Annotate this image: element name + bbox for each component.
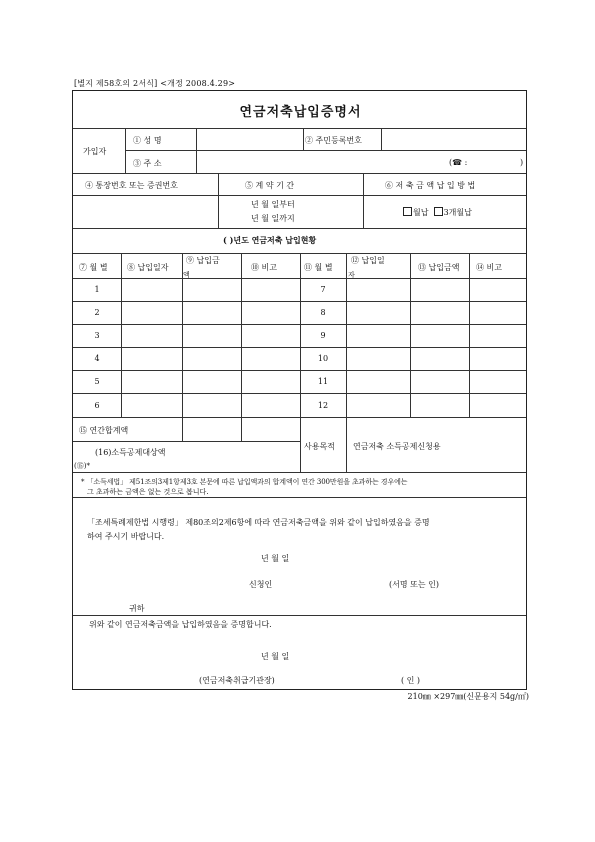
seal-label: ( 인 ) [401, 676, 421, 685]
month-cell: 9 [320, 331, 326, 340]
month-cell: 1 [94, 285, 100, 294]
rule [73, 615, 526, 616]
month-cell: 2 [94, 308, 100, 317]
rule [381, 128, 382, 150]
rule [469, 253, 470, 417]
rule [346, 253, 347, 417]
footnote-line-1: * 「소득세법」 제51조의3제1항제3호 본문에 따른 납입액과의 합계액이 연간 300만원을 초과하는 경우에는 [81, 478, 408, 486]
rule [410, 253, 411, 417]
request-line-2: 하여 주시기 바랍니다. [87, 532, 165, 541]
col-amount-2: ⑬ 납입금액 [418, 263, 460, 272]
rule [125, 128, 126, 173]
account-number-label: ④ 통장번호 또는 증권번호 [85, 181, 178, 190]
col-pay-date-2-wrap: 자 [348, 271, 355, 279]
certify-statement: 위와 같이 연금저축금액을 납입하였음을 증명합니다. [89, 620, 272, 629]
col-month-2: ⑪ 월 별 [304, 263, 333, 272]
payment-method-label: ⑥ 저 축 금 액 납 입 방 법 [385, 181, 476, 190]
phone-label: (☎ : [449, 158, 468, 167]
period-to: 년 월 일까지 [251, 214, 295, 223]
purpose-value: 연금저축 소득공제신청용 [353, 442, 441, 451]
address-label: ③ 주 소 [133, 159, 162, 168]
rule [182, 253, 183, 441]
quarterly-checkbox[interactable] [434, 207, 443, 216]
request-line-1: 「조세특례제한법 시행령」 제80조의2제6항에 따라 연금저축금액을 위와 같이 납입하였음을 증명 [87, 518, 430, 527]
col-note: ⑩ 비고 [251, 263, 277, 272]
payment-status-title: ( )년도 연금저축 납입현황 [223, 235, 317, 245]
annual-total-label: ⑮ 연간합계액 [79, 426, 129, 435]
signature-label: (서명 또는 인) [389, 580, 439, 589]
request-date: 년 월 일 [261, 554, 290, 563]
month-cell: 7 [320, 285, 326, 294]
month-cell: 4 [94, 354, 100, 363]
rule [218, 173, 219, 228]
resident-id-label: ② 주민등록번호 [305, 136, 362, 145]
rule [73, 472, 526, 473]
name-label: ① 성 명 [133, 136, 162, 145]
month-cell: 6 [94, 401, 100, 410]
col-amount: ⑨ 납입금 [186, 256, 220, 265]
rule [73, 228, 526, 229]
purpose-label: 사용목적 [304, 442, 335, 451]
rule [196, 128, 197, 173]
rule [346, 417, 347, 472]
monthly-label: 월납 [413, 208, 429, 217]
month-cell: 8 [320, 308, 326, 317]
month-cell: 10 [317, 354, 329, 363]
rule [303, 128, 304, 150]
rule [363, 173, 364, 228]
month-cell: 5 [94, 377, 100, 386]
deduction-label-wrap: (⑮)* [74, 462, 90, 470]
contract-period-label: ⑤ 계 약 기 간 [245, 181, 295, 190]
applicant-group-label: 가입자 [83, 147, 107, 156]
monthly-checkbox[interactable] [403, 207, 412, 216]
issuer-label: (연금저축취급기관장) [199, 676, 275, 685]
certify-date: 년 월 일 [261, 652, 290, 661]
rule [121, 253, 122, 417]
applicant-label: 신청인 [249, 580, 273, 589]
form-title: 연금저축납입증명서 [239, 105, 362, 120]
rule [73, 195, 526, 196]
month-cell: 11 [317, 377, 329, 386]
paper-spec: 210㎜ ×297㎜(신문용지 54g/㎡) [407, 692, 529, 701]
rule [73, 441, 300, 442]
form-number: [별지 제58호의 2서식] <개정 2008.4.29> [74, 79, 236, 88]
col-pay-date-2: ⑫ 납입일 [351, 256, 385, 265]
certificate-form [72, 90, 527, 690]
rule [73, 173, 526, 174]
month-cell: 3 [94, 331, 100, 340]
rule [125, 150, 526, 151]
col-amount-wrap: 액 [183, 271, 190, 279]
rule [73, 497, 526, 498]
method-options [403, 207, 472, 218]
rule [73, 128, 526, 129]
period-from: 년 월 일부터 [251, 200, 295, 209]
rule [241, 253, 242, 441]
month-cell: 12 [317, 401, 329, 410]
footnote-line-2: 그 초과하는 금액은 없는 것으로 봅니다. [87, 488, 209, 496]
quarterly-label: 3개월납 [443, 208, 472, 217]
col-pay-date: ⑧ 납입일자 [127, 263, 169, 272]
col-month: ⑦ 월 별 [79, 263, 108, 272]
phone-close: ) [520, 158, 524, 167]
recipient-label: 귀하 [129, 604, 145, 613]
deduction-label: (16)소득공제대상액 [95, 448, 166, 457]
col-note-2: ⑭ 비고 [476, 263, 502, 272]
